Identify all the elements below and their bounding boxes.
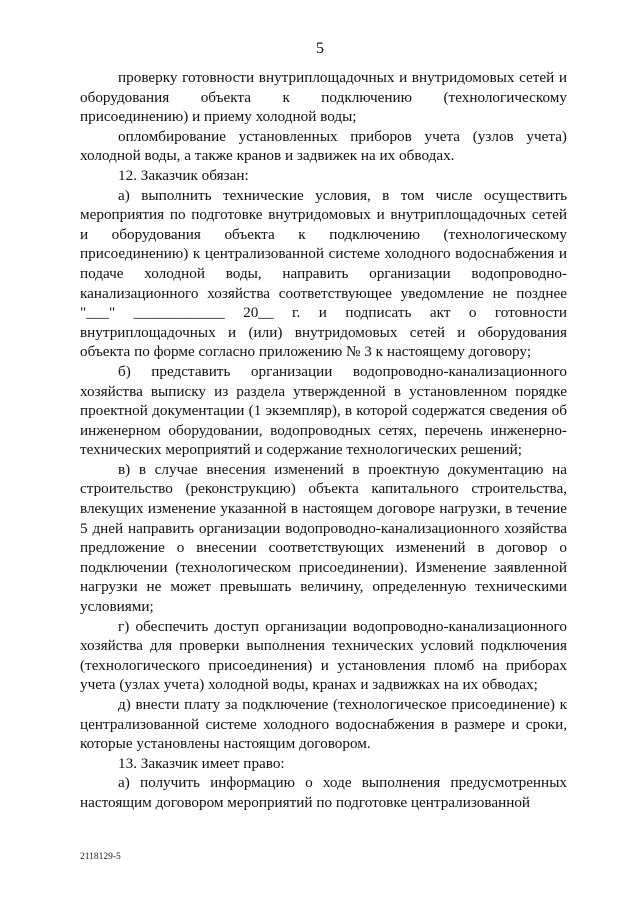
paragraph-12a: а) выполнить технические условия, в том числе осуществить мероприятия по подготовке внутридомовых и внутриплощадочных сетей и оборудования объекта к подключению (технологическому присоединению) к централизованной системе холодного водоснабжения и подаче холодной воды, направить организации водопроводно-канализационного хозяйства соответствующее уведомление не позднее "___" ____________ 20__ г. и подписать акт о готовности внутриплощадочных и (или) внутридомовых сетей и оборудования объекта по форме согласно приложению № 3 к настоящему договору;: [80, 186, 567, 361]
paragraph-check-readiness: проверку готовности внутриплощадочных и внутридомовых сетей и оборудования объекта к подключению (технологическому присоединению) и приему холодной воды;: [80, 69, 567, 126]
paragraph-12g: г) обеспечить доступ организации водопроводно-канализационного хозяйства для проверки выполнения технических условий подключения (технологического присоединения) и установления пломб на приборах учета (узлах учета) холодной воды, кранах и задвижках на их обводах;: [80, 617, 567, 694]
document-body: [80, 68, 567, 813]
paragraph-12b: б) представить организации водопроводно-канализационного хозяйства выписку из раздела утвержденной в установленном порядке проектной документации (1 экземпляр), в которой содержатся сведения об инженерном оборудовании, водопроводных сетях, перечень инженерно-технических мероприятий и содержание технологических решений;: [80, 362, 567, 459]
paragraph-12d: д) внести плату за подключение (технологическое присоединение) к централизованной системе холодного водоснабжения в размере и сроки, которые установлены настоящим договором.: [80, 696, 567, 753]
page-number: 5: [316, 40, 324, 57]
paragraph-sealing: опломбирование установленных приборов учета (узлов учета) холодной воды, а также кранов и задвижек на их обводах.: [80, 127, 567, 165]
document-code: 2118129-5: [80, 852, 121, 862]
paragraph-13a: а) получить информацию о ходе выполнения предусмотренных настоящим договором мероприятий по подготовке централизованной: [80, 774, 567, 811]
section-heading-13: 13. Заказчик имеет право:: [118, 754, 285, 772]
paragraph-12v: в) в случае внесения изменений в проектную документацию на строительство (реконструкцию) объекта капитального строительства, влекущих изменение указанной в настоящем договоре нагрузки, в течение 5 дней направить организации водопроводно-канализационного хозяйства предложение о внесении соответствующих изменений в договор о подключении (технологическом присоединении). Изменение заявленной нагрузки не может превышать величину, определенную техническими условиями;: [80, 460, 567, 616]
section-heading-12: 12. Заказчик обязан:: [118, 166, 249, 184]
